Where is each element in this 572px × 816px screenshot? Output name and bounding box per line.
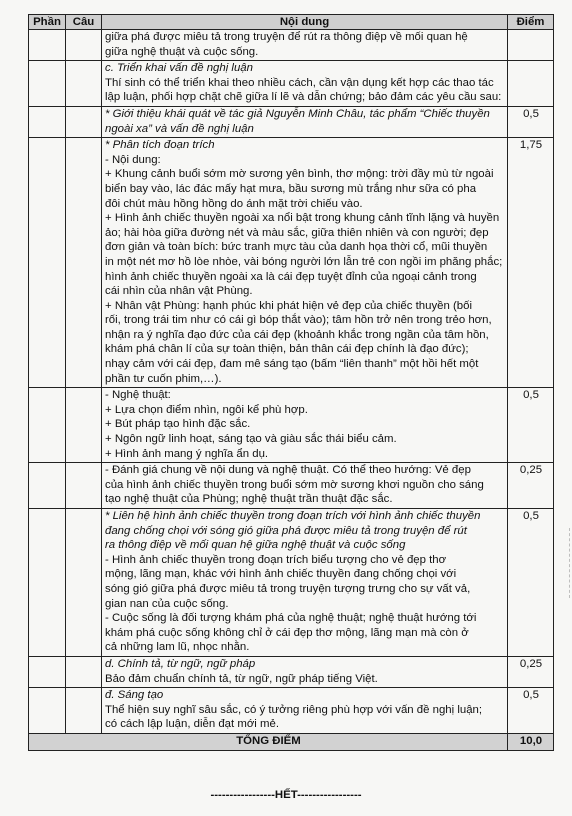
cell-score: 0,5 [508, 688, 554, 734]
content-line: in một nét mơ hồ lòe nhòe, vài bóng người lớn lẫn trẻ con ngồi im phăng phắc; [105, 255, 503, 268]
total-value: 10,0 [508, 733, 554, 750]
cell-phan [29, 106, 66, 137]
content-line: hình ảnh chiếc thuyền ngoài xa là cái đẹp tuyệt đỉnh của ngoại cảnh trong [105, 270, 477, 283]
cell-content [102, 61, 508, 107]
cell-content [102, 656, 508, 687]
header-diem: Điểm [508, 15, 554, 30]
content-line: Thí sinh có thể triển khai theo nhiều cách, cần vận dụng kết hợp các thao tác [105, 76, 494, 89]
cell-phan [29, 463, 66, 509]
cell-cau [66, 656, 102, 687]
red-seal-stamp [541, 528, 570, 598]
content-line: ngoài xa” và vấn đề nghị luận [105, 122, 254, 135]
cell-content [102, 388, 508, 463]
cell-phan [29, 688, 66, 734]
cell-phan [29, 509, 66, 657]
content-line: sóng gió giữa phá được miêu tả trong truyện tượng trưng cho sự vất vả, [105, 582, 471, 595]
content-line: - Hình ảnh chiếc thuyền trong đoạn trích biểu tượng cho vẻ đẹp thơ [105, 553, 447, 566]
cell-cau [66, 388, 102, 463]
content-line: tạo nghệ thuật của Phùng; nghệ thuật trần thuật đặc sắc. [105, 493, 393, 506]
content-line: giữa nghệ thuật và cuộc sống. [105, 45, 259, 58]
table-row [29, 463, 554, 509]
content-line: ảo; hài hòa giữa đường nét và màu sắc, giữa thiên nhiên và con người; đẹp [105, 226, 489, 239]
content-line: gian nan của cuộc sống. [105, 597, 229, 610]
total-label: TỔNG ĐIỂM [29, 733, 508, 750]
content-line: Bảo đảm chuẩn chính tả, từ ngữ, ngữ pháp tiếng Việt. [105, 672, 378, 685]
table-row [29, 138, 554, 388]
criterion-title: d. Chính tả, từ ngữ, ngữ pháp [105, 657, 256, 670]
content-line: + Khung cảnh buổi sớm mờ sương yên bình, thơ mộng: trời đầy mù từ ngoài [105, 168, 494, 181]
cell-cau [66, 30, 102, 61]
content-line: mộng, lãng mạn, khác với hình ảnh chiếc thuyền đang chống chọi với [105, 568, 457, 581]
content-line: - Đánh giá chung về nội dung và nghệ thuật. Có thể theo hướng: Vẻ đẹp [105, 464, 471, 477]
content-line: + Ngôn ngữ linh hoạt, sáng tạo và giàu sắc thái biểu cảm. [105, 433, 397, 446]
cell-cau [66, 688, 102, 734]
cell-cau [66, 61, 102, 107]
cell-cau [66, 463, 102, 509]
cell-score: 1,75 [508, 138, 554, 388]
content-line: * Phân tích đoạn trích [105, 139, 215, 152]
total-row [29, 733, 554, 750]
cell-cau [66, 509, 102, 657]
cell-score [508, 30, 554, 61]
content-line: nhận ra ý nghĩa đạo đức của cái đẹp (khoảnh khắc trong ngần của tâm hồn, [105, 328, 489, 341]
cell-score: 0,25 [508, 463, 554, 509]
header-phan: Phần [29, 15, 66, 30]
header-noi-dung: Nội dung [102, 15, 508, 30]
content-line: + Bút pháp tạo hình đặc sắc. [105, 418, 251, 431]
header-cau: Câu [66, 15, 102, 30]
table-row [29, 106, 554, 137]
content-line: - Nội dung: [105, 153, 161, 166]
content-line: - Nghệ thuật: [105, 389, 171, 402]
content-line: cả những lam lũ, nhọc nhằn. [105, 641, 250, 654]
cell-content [102, 688, 508, 734]
header-row [29, 15, 554, 30]
content-line: ra thông điệp về mối quan hệ giữa nghệ thuật và cuộc sống [105, 539, 406, 552]
table-row [29, 61, 554, 107]
cell-score [508, 61, 554, 107]
content-line: lập luận, phối hợp chặt chẽ giữa lí lẽ và dẫn chứng; bảo đảm các yêu cầu sau: [105, 91, 502, 104]
cell-score: 0,5 [508, 106, 554, 137]
cell-phan [29, 656, 66, 687]
content-line: đôi chút màu hồng hồng do ánh mặt trời chiếu vào. [105, 197, 363, 210]
content-line: biển bay vào, lác đác mấy hạt mưa, bầu sương mù trắng như sữa có pha [105, 182, 477, 195]
cell-cau [66, 106, 102, 137]
content-line: đơn giản và toàn bích: bức tranh mực tàu của danh họa thời cổ, mũi thuyền [105, 241, 488, 254]
end-marker: -----------------HẾT----------------- [210, 789, 362, 801]
grading-table [28, 14, 554, 751]
content-line: khám phá cuộc sống không chỉ ở cái đẹp thơ mộng, lãng mạn mà còn ở [105, 626, 469, 639]
content-line: của hình ảnh chiếc thuyền trong buổi sớm mờ sương khơi nguồn cho sáng [105, 478, 484, 491]
content-line: + Hình ảnh chiếc thuyền ngoài xa nổi bật trong khung cảnh tĩnh lặng và huyền [105, 212, 500, 225]
content-line: rối, trong trái tim như có cái gì bóp thắt vào); tâm hồn trở nên trong trẻo hơn, [105, 314, 492, 327]
criterion-title: đ. Sáng tạo [105, 689, 164, 702]
content-line: + Hình ảnh mang ý nghĩa ẩn dụ. [105, 447, 269, 460]
cell-content [102, 509, 508, 657]
content-line: Thể hiện suy nghĩ sâu sắc, có ý tưởng riêng phù hợp với vấn đề nghị luận; [105, 703, 483, 716]
content-line: khám phá chân lí của sự toàn thiện, bản thân cái đẹp chính là đạo đức); [105, 343, 469, 356]
content-line: cái nhìn của nhân vật Phùng. [105, 285, 253, 298]
cell-content [102, 106, 508, 137]
content-line: đang chống chọi với sóng gió giữa phá được miêu tả trong truyện để rút [105, 524, 467, 537]
grading-body [29, 30, 554, 734]
criterion-title: c. Triển khai vấn đề nghị luận [105, 62, 253, 75]
cell-content [102, 138, 508, 388]
cell-content [102, 463, 508, 509]
cell-phan [29, 61, 66, 107]
cell-phan [29, 138, 66, 388]
cell-score: 0,25 [508, 656, 554, 687]
cell-score: 0,5 [508, 509, 554, 657]
content-line: có cách lập luận, diễn đạt mới mẻ. [105, 718, 279, 731]
content-line: giữa phá được miêu tả trong truyện để rút ra thông điệp về mối quan hệ [105, 31, 468, 43]
content-line: phần tư cuốn phim,…). [105, 372, 222, 385]
table-row [29, 30, 554, 61]
cell-cau [66, 138, 102, 388]
cell-score: 0,5 [508, 388, 554, 463]
table-row [29, 388, 554, 463]
content-line: nhạy cảm với cái đẹp, đam mê sáng tạo (bấm “liên thanh” một hồi hết một [105, 358, 479, 371]
content-line: * Liên hệ hình ảnh chiếc thuyền trong đoạn trích với hình ảnh chiếc thuyền [105, 510, 481, 522]
table-row [29, 688, 554, 734]
table-row [29, 509, 554, 657]
cell-phan [29, 30, 66, 61]
content-line: + Nhân vật Phùng: hạnh phúc khi phát hiện vẻ đẹp của chiếc thuyền (bối [105, 299, 472, 312]
cell-content [102, 30, 508, 61]
content-line: * Giới thiệu khái quát về tác giả Nguyễn Minh Châu, tác phẩm “Chiếc thuyền [105, 107, 490, 120]
content-line: - Cuộc sống là đối tượng khám phá của nghệ thuật; nghệ thuật hướng tới [105, 612, 477, 625]
content-line: + Lựa chọn điểm nhìn, ngôi kể phù hợp. [105, 403, 308, 416]
table-row [29, 656, 554, 687]
cell-phan [29, 388, 66, 463]
